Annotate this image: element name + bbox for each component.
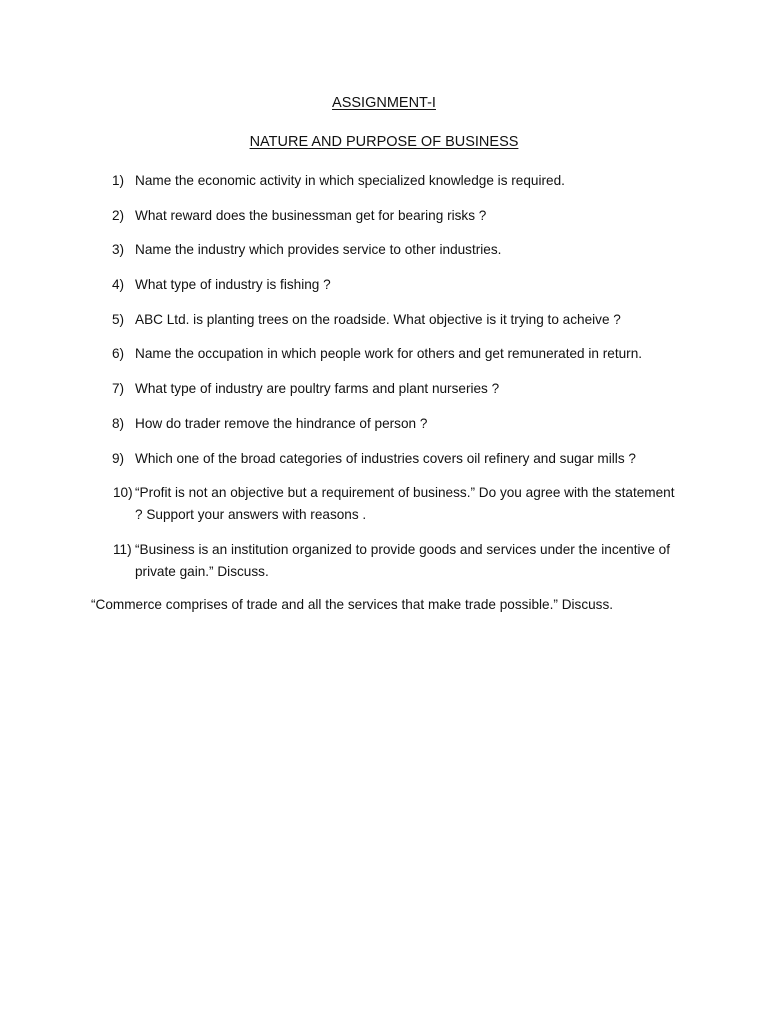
question-number: 11) [113, 541, 132, 557]
question-text: Name the occupation in which people work for others and get remunerated in return. [135, 346, 643, 362]
question-number: 9) [112, 450, 125, 466]
question-number: 5) [112, 311, 125, 327]
question-text: “Profit is not an objective but a requirement of business.” Do you agree with the statement ? Support your answers with reasons . [135, 485, 675, 523]
question-item [0, 413, 768, 435]
assignment-title [0, 94, 768, 112]
question-number: 3) [112, 242, 125, 258]
question-number: 2) [112, 207, 125, 223]
question-text: What reward does the businessman get for bearing risks ? [135, 207, 487, 223]
closing-statement: “Commerce comprises of trade and all the services that make trade possible.” Discuss. [91, 597, 614, 612]
assignment-subtitle [0, 133, 768, 151]
question-text: What type of industry are poultry farms and plant nurseries ? [135, 381, 500, 397]
question-text: Name the economic activity in which specialized knowledge is required. [135, 173, 565, 188]
assignment-subtitle-text: NATURE AND PURPOSE OF BUSINESS [249, 134, 519, 150]
question-number: 6) [112, 346, 125, 362]
question-text: Which one of the broad categories of industries covers oil refinery and sugar mills ? [135, 450, 636, 466]
question-text: ABC Ltd. is planting trees on the roadside. What objective is it trying to acheive ? [135, 311, 621, 327]
question-item [0, 239, 768, 261]
question-item [0, 448, 768, 470]
question-item [0, 274, 768, 296]
question-text: What type of industry is fishing ? [135, 277, 331, 293]
question-number: 10) [113, 485, 133, 501]
question-number: 1) [112, 173, 125, 188]
question-number: 7) [112, 381, 125, 397]
question-text: Name the industry which provides service to other industries. [135, 242, 502, 258]
question-item [0, 343, 768, 365]
question-number: 8) [112, 415, 125, 431]
assignment-title-text: ASSIGNMENT-I [332, 95, 436, 111]
question-item [0, 378, 768, 400]
question-item [0, 482, 768, 526]
question-item [0, 309, 768, 331]
question-item [0, 539, 768, 583]
question-text: How do trader remove the hindrance of person ? [135, 415, 428, 431]
question-text: “Business is an institution organized to provide goods and services under the incentive of private gain.” Discuss. [135, 541, 671, 579]
question-number: 4) [112, 277, 125, 293]
question-item [0, 205, 768, 227]
question-list [0, 170, 768, 596]
question-item [0, 170, 768, 192]
